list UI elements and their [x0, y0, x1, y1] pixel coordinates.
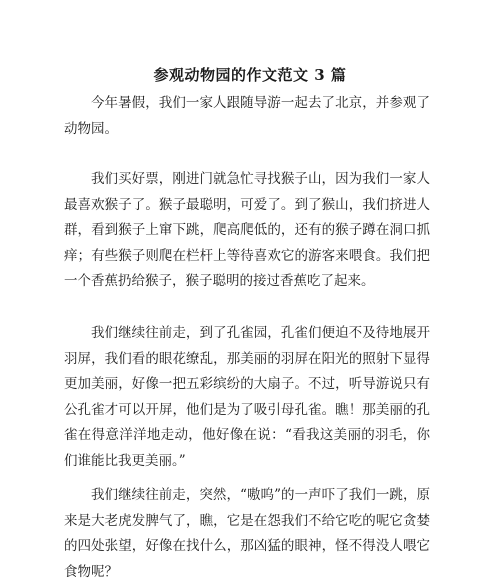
paragraph-1: 今年暑假，我们一家人跟随导游一起去了北京，并参观了动物园。 — [64, 95, 430, 137]
paragraph-4: 我们继续往前走，突然，“嗷呜”的一声吓了我们一跳，原来是大老虎发脾气了，瞧，它是在怨我们不给它吃的呢它贪婪的四处张望，好像在找什么，那凶猛的眼神，怪不得没人喂它食物呢？ — [64, 487, 430, 580]
paragraph-3: 我们继续往前走，到了孔雀园，孔雀们便迫不及待地展开羽屏，我们看的眼花缭乱，那美丽的羽屏在阳光的照射下显得更加美丽，好像一把五彩缤纷的大扇子。不过，听导游说只有公孔雀才可以开屏，他们是为了吸引母孔雀。瞧！那美丽的孔雀在得意洋洋地走动，他好像在说：“看我这美丽的羽毛，你们谁能比我更美丽。” — [64, 325, 430, 469]
document-title: 参观动物园的作文范文 3 篇 — [153, 66, 347, 84]
paragraph-2: 我们买好票，刚进门就急忙寻找猴子山，因为我们一家人最喜欢猴子了。猴子最聪明，可爱了。到了猴山，我们挤进人群，看到猴子上窜下跳，爬高爬低的，还有的猴子蹲在洞口抓痒；有些猴子则爬在栏杆上等待喜欢它的游客来喂食。我们把一个香蕉扔给猴子，猴子聪明的接过香蕉吃了起来。 — [64, 171, 430, 289]
